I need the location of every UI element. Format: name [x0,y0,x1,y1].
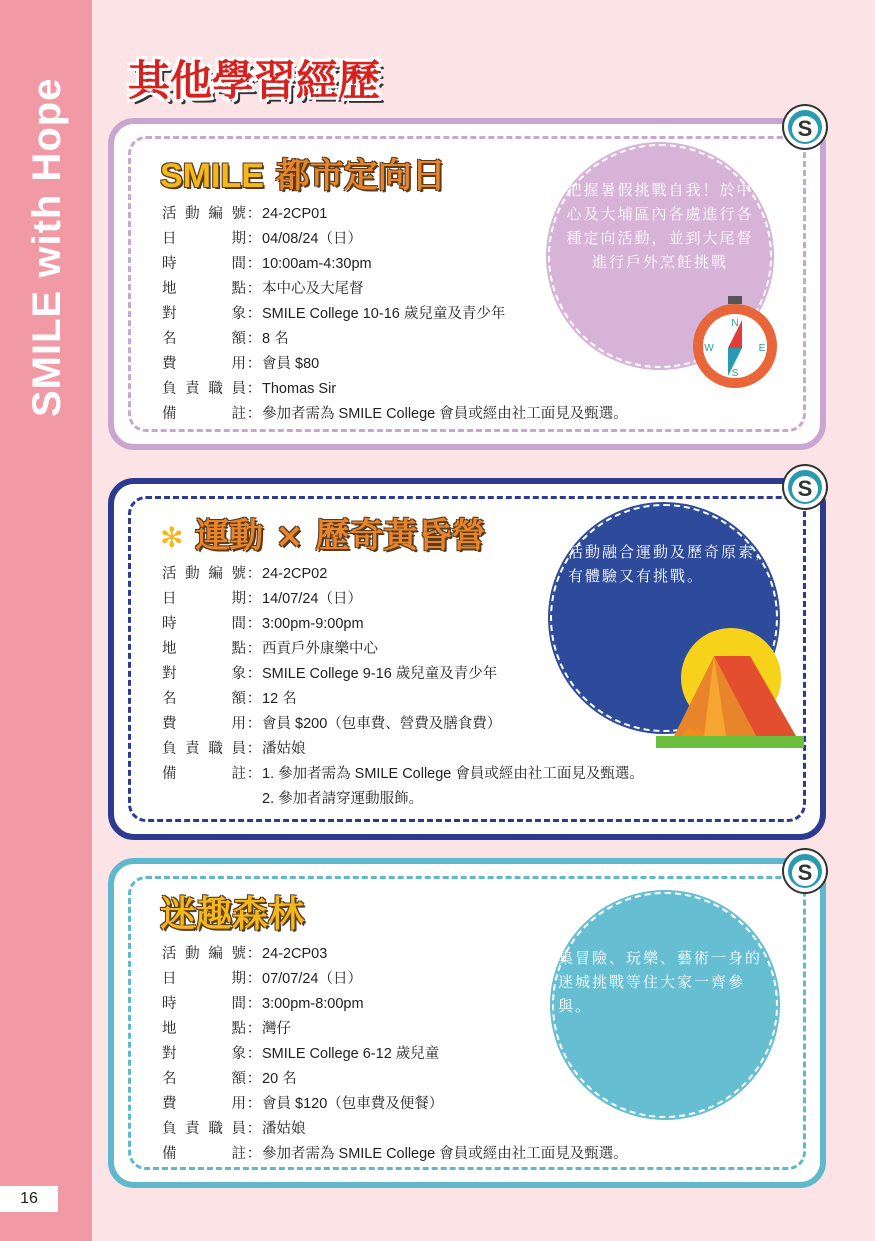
detail-row: 對象 ： SMILE College 10-16 歲兒童及青少年 [162,306,506,322]
detail-row: 備註 ： 參加者需為 SMILE College 會員或經由社工面見及甄選。 [162,406,628,422]
brand-vertical-text: SMILE with Hope [25,77,69,417]
detail-row: 日期 ： 14/07/24（日） [162,591,362,607]
description-text: 把握暑假挑戰自我！於中心及大埔區內各處進行各種定向活動，並到大尾督進行戶外烹飪挑戰 [566,181,754,271]
s-badge-icon: S [784,106,826,148]
description-text: 活動融合運動及歷奇原素，有體驗又有挑戰。 [568,543,773,585]
detail-row: 費用 ： 會員 $80 [162,356,320,372]
svg-text:E: E [758,343,766,354]
detail-row: 地點 ： 西貢戶外康樂中心 [162,641,378,657]
svg-text:S: S [731,368,739,379]
page-title: 其他學習經歷 [128,56,381,105]
svg-text:W: W [704,343,714,354]
detail-row: 負責職員 ： 潘姑娘 [162,1121,306,1137]
detail-row: 對象 ： SMILE College 6-12 歲兒童 [162,1046,440,1062]
detail-row: 負責職員 ： 潘姑娘 [162,741,306,757]
detail-row: 活動編號 ： 24-2CP01 [162,206,328,222]
detail-row: 備註 ： 參加者需為 SMILE College 會員或經由社工面見及甄選。 [162,1146,628,1162]
detail-row: 備註 ： 1. 參加者需為 SMILE College 會員或經由社工面見及甄選。 [162,766,644,782]
detail-row: 負責職員 ： Thomas Sir [162,381,337,397]
detail-row: 地點 ： 灣仔 [162,1021,291,1037]
detail-row: 日期 ： 04/08/24（日） [162,231,362,247]
detail-row: 2. 參加者請穿運動服飾。 [262,791,424,807]
detail-row: 費用 ： 會員 $120（包車費及便餐） [162,1096,444,1112]
compass-icon [682,296,788,390]
detail-row: 費用 ： 會員 $200（包車費、營費及膳食費） [162,716,502,732]
card-title-main: 運動 × 歷奇黃昏營 [195,516,486,556]
detail-row: 名額 ： 12 名 [162,691,297,707]
s-badge-icon: S [784,850,826,892]
detail-row: 時間 ： 3:00pm-8:00pm [162,996,364,1012]
description-text: 集冒險、玩樂、藝術一身的迷城挑戰等住大家一齊參與。 [558,949,763,1015]
card-title-prefix: SMILE [160,157,264,195]
detail-row: 日期 ： 07/07/24（日） [162,971,362,987]
sidebar [0,0,92,1241]
detail-row: 名額 ： 20 名 [162,1071,297,1087]
card-title [160,508,485,557]
detail-row: 名額 ： 8 名 [162,331,289,347]
detail-row: 時間 ： 3:00pm-9:00pm [162,616,364,632]
card-title [160,886,304,937]
page-number: 16 [0,1186,58,1212]
detail-row: 對象 ： SMILE College 9-16 歲兒童及青少年 [162,666,498,682]
card-title-main: 都市定向日 [275,156,446,196]
sparkle-icon: ✻ [160,521,184,554]
card-title [160,148,446,197]
s-badge-icon: S [784,466,826,508]
detail-row: 活動編號 ： 24-2CP02 [162,566,328,582]
tent-icon [656,624,804,750]
detail-row: 時間 ： 10:00am-4:30pm [162,256,372,272]
card-title-main: 迷趣森林 [160,894,305,935]
detail-row: 地點 ： 本中心及大尾督 [162,281,364,297]
svg-text:N: N [731,318,739,329]
detail-row: 活動編號 ： 24-2CP03 [162,946,328,962]
